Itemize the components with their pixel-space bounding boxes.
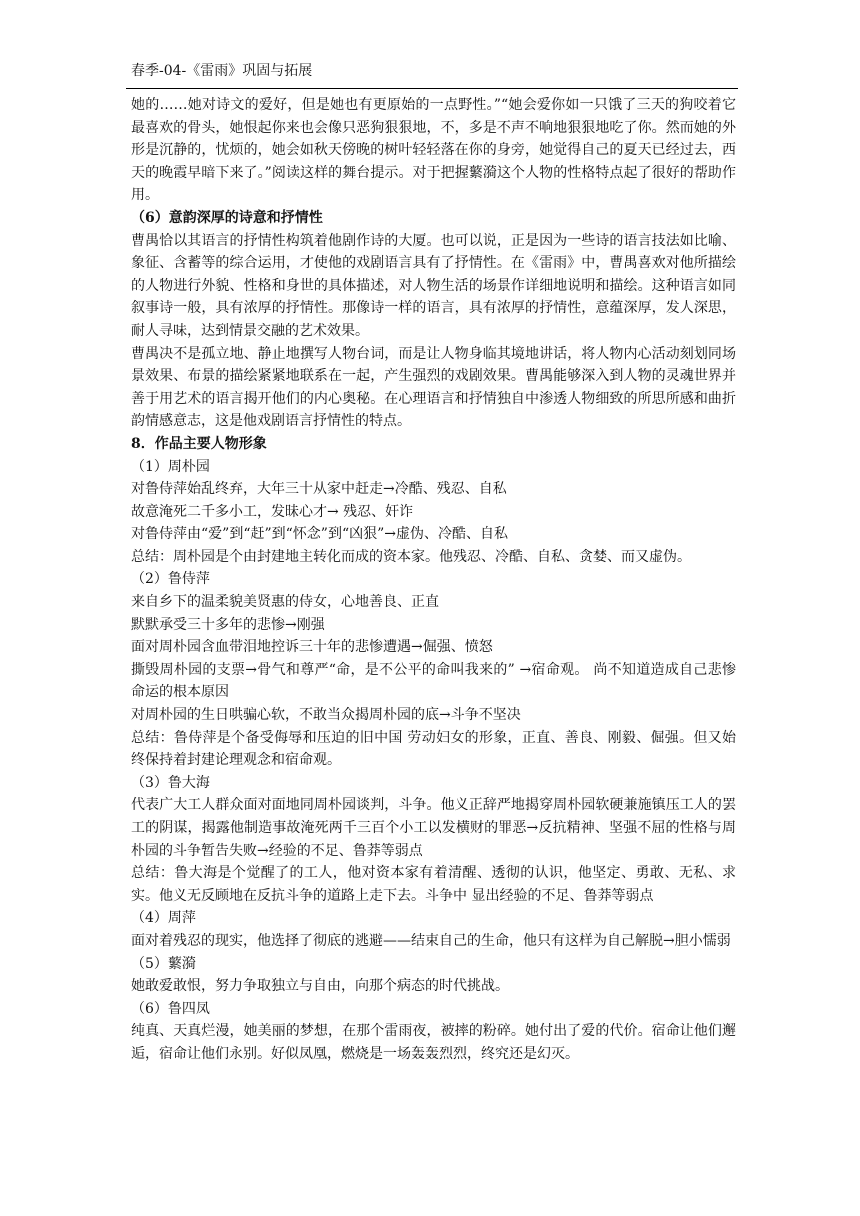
- character-heading: （1）周朴园: [131, 458, 210, 475]
- paragraph: 曹禺决不是孤立地、静止地撰写人物台词，而是让人物身临其境地讲话，将人物内心活动刻划同场景效果、布景的描绘紧紧地联系在一起，产生强烈的戏剧效果。曹禺能够深入到人物的灵魂世界并善于用艺术的语言揭开他们的内心奥秘。在心理语言和抒情独自中渗透人物细致的所思所感和曲折韵情感意志，这是他戏剧语言抒情性的特点。: [131, 345, 736, 430]
- text-line: 默默承受三十多年的悲惨→刚强: [131, 616, 325, 633]
- paragraph: 代表广大工人群众面对面地同周朴园谈判，斗争。他义正辞严地揭穿周朴园软硬兼施镇压工人的罢工的阴谋，揭露他制造事故淹死两千三百个小工以发横财的罪恶→反抗精神、坚强不屈的性格与周朴园的斗争暂告失败→经验的不足、鲁莽等弱点: [131, 797, 736, 859]
- text-line: 面对周朴园含血带泪地控诉三十年的悲惨遭遇→倔强、愤怒: [131, 639, 493, 656]
- text-line: 对鲁侍萍由“爱”到“赶”到“怀念”到“凶狠”→虚伪、冷酷、自私: [131, 526, 508, 543]
- paragraph: 她的……她对诗文的爱好，但是她也有更原始的一点野性。”“她会爱你如一只饿了三天的狗咬着它最喜欢的骨头，她恨起你来也会像只恶狗狠狠地，不，多是不声不响地狠狠地吃了你。然而她的外形是沉静的，忧烦的，她会如秋天傍晚的树叶轻轻落在你的身旁，她觉得自己的夏天已经过去，西天的晚霞早暗下来了。”阅读这样的舞台提示。对于把握蘩漪这个人物的性格特点起了很好的帮助作用。: [131, 97, 736, 204]
- section-heading: （6）意韵深厚的诗意和抒情性: [131, 209, 323, 226]
- header-divider: [126, 88, 738, 89]
- text-line: 来自乡下的温柔貌美贤惠的侍女，心地善良、正直: [131, 594, 439, 611]
- paragraph: 总结：鲁侍萍是个备受侮辱和压迫的旧中国 劳动妇女的形象，正直、善良、刚毅、倔强。但又始终保持着封建论理观念和宿命观。: [131, 729, 736, 769]
- text-line: 故意淹死二千多小工，发昧心才→ 残忍、奸诈: [131, 503, 414, 520]
- text-line: 对鲁侍萍始乱终弃，大年三十从家中赶走→冷酷、残忍、自私: [131, 481, 507, 498]
- character-heading: （5）蘩漪: [131, 955, 196, 972]
- section-heading: 8．作品主要人物形象: [131, 435, 267, 452]
- paragraph: 面对着残忍的现实，他选择了彻底的逃避——结束自己的生命，他只有这样为自己解脱→胆小懦弱: [131, 932, 731, 949]
- text-line: 她敢爱敢恨，努力争取独立与自由，向那个病态的时代挑战。: [131, 978, 509, 995]
- paragraph: 曹禺恰以其语言的抒情性构筑着他剧作诗的大厦。也可以说，正是因为一些诗的语言技法如比喻、象征、含蓄等的综合运用，才使他的戏剧语言具有了抒情性。在《雷雨》中，曹禺喜欢对他所描绘的人物进行外貌、性格和身世的具体描述，对人物生活的场景作详细地说明和描绘。这种语言如同叙事诗一般，具有浓厚的抒情性。那像诗一样的语言，具有浓厚的抒情性，意蕴深厚，发人深思，耐人寻味，达到情景交融的艺术效果。: [131, 232, 736, 339]
- character-heading: （2）鲁侍萍: [131, 571, 210, 588]
- paragraph: 总结：鲁大海是个觉醒了的工人，他对资本家有着清醒、透彻的认识，他坚定、勇敢、无私、求实。他义无反顾地在反抗斗争的道路上走下去。斗争中 显出经验的不足、鲁莽等弱点: [131, 865, 736, 904]
- text-line: 对周朴园的生日哄骗心软，不敢当众揭周朴园的底→斗争不坚决: [131, 707, 521, 724]
- character-heading: （6）鲁四凤: [131, 1000, 210, 1017]
- character-heading: （4）周萍: [131, 910, 196, 927]
- document-body: [131, 94, 736, 1066]
- paragraph: 撕毁周朴园的支票→骨气和尊严“命，是不公平的命叫我来的” →宿命观。 尚不知道造成自己悲惨命运的根本原因: [131, 661, 736, 701]
- paragraph: 纯真、天真烂漫，她美丽的梦想，在那个雷雨夜，被摔的粉碎。她付出了爱的代价。宿命让他们邂逅，宿命让他们永别。好似凤凰，燃烧是一场轰轰烈烈，终究还是幻灭。: [131, 1023, 736, 1062]
- page-header-title: 春季-04-《雷雨》巩固与拓展: [131, 63, 313, 79]
- character-heading: （3）鲁大海: [131, 774, 210, 791]
- text-line: 总结：周朴园是个由封建地主转化而成的资本家。他残忍、冷酷、自私、贪婪、而又虚伪。: [131, 548, 691, 565]
